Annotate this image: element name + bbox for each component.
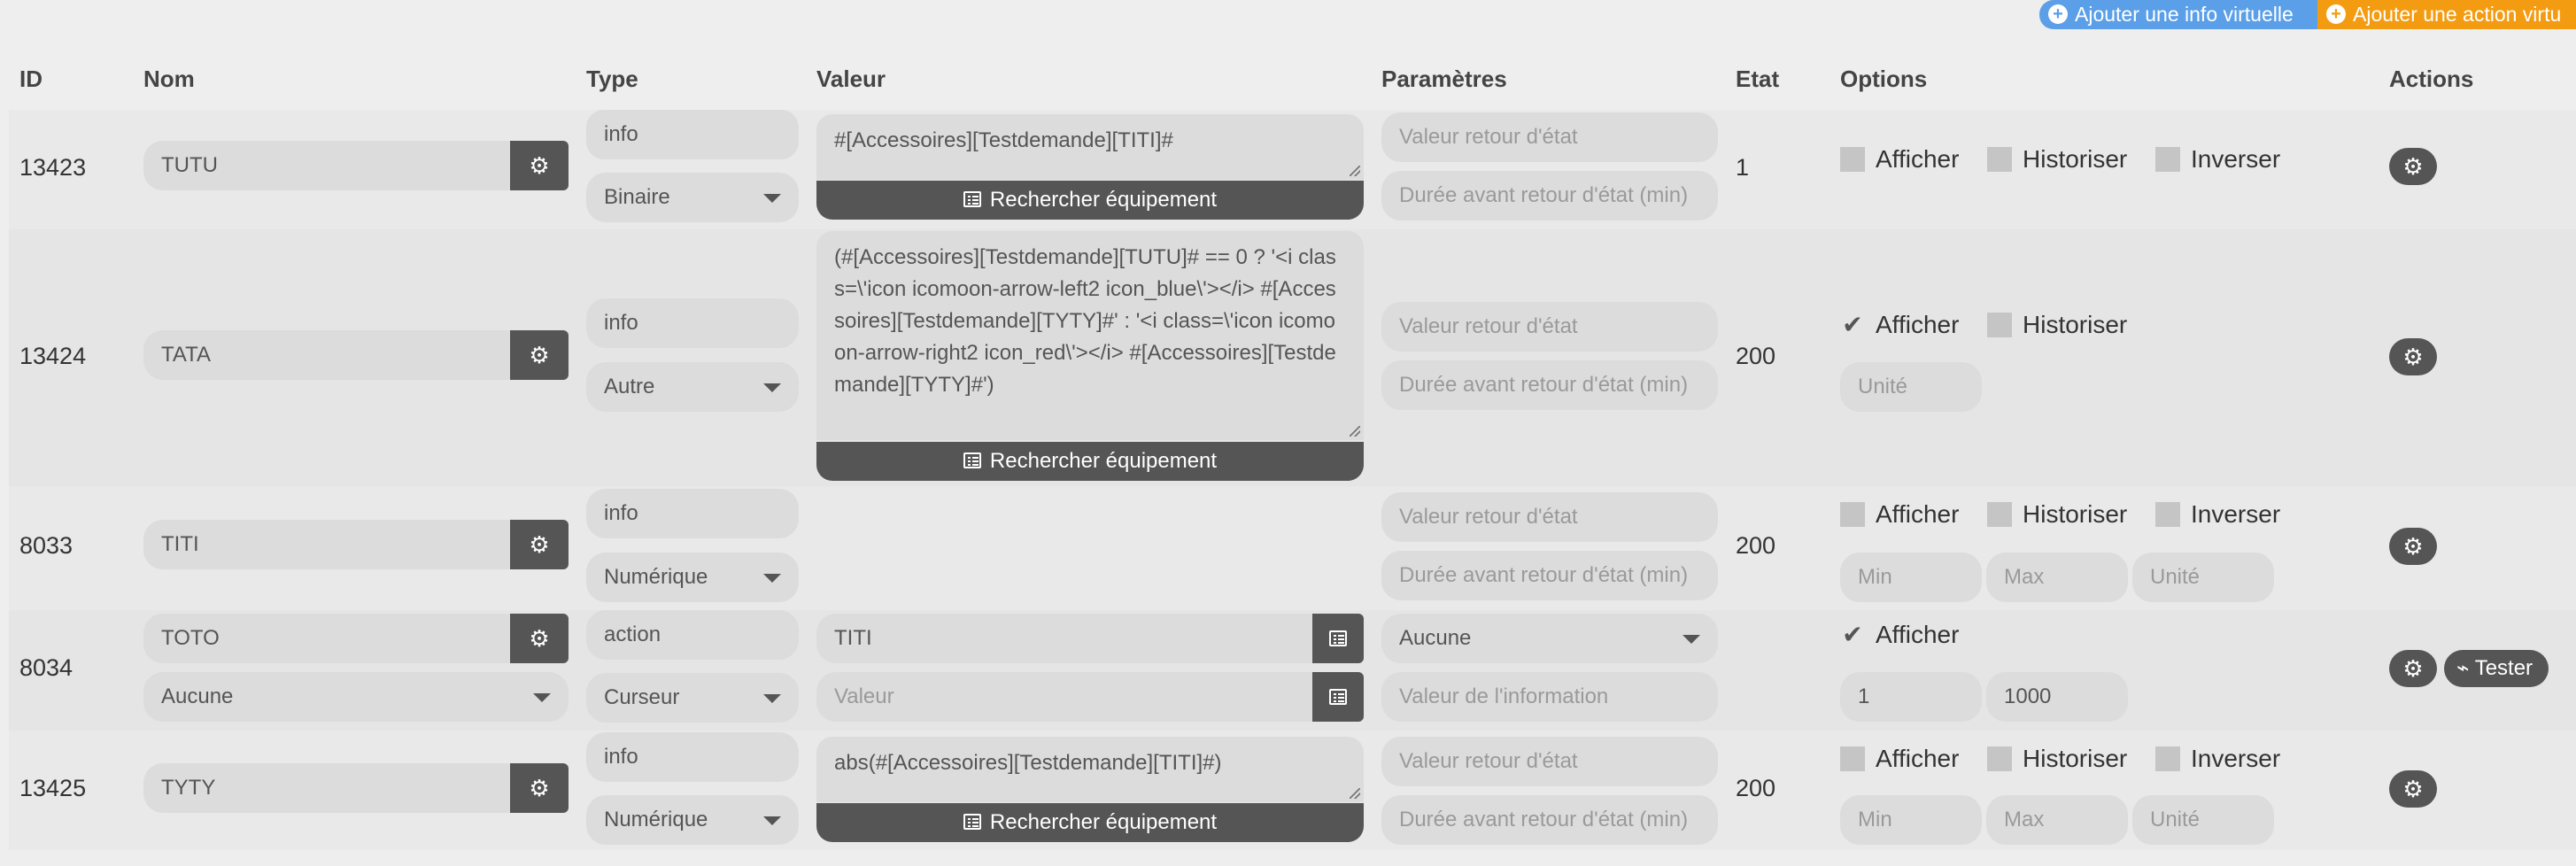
checkbox-unchecked-icon bbox=[1987, 502, 2012, 527]
column-header-options: Options bbox=[1840, 66, 1928, 92]
choose-icon-button[interactable] bbox=[510, 141, 569, 190]
name-input-group bbox=[143, 330, 569, 380]
list-icon bbox=[1329, 630, 1347, 646]
search-equipment-button[interactable] bbox=[816, 442, 1364, 481]
icon-picker-icon: ⚙ bbox=[529, 775, 550, 801]
subtype-select-value: Curseur bbox=[604, 685, 680, 709]
configure-button[interactable] bbox=[2389, 650, 2437, 687]
invert-label: Inverser bbox=[2191, 145, 2281, 173]
gears-icon: ⚙ bbox=[2402, 655, 2424, 682]
configure-button[interactable] bbox=[2389, 770, 2437, 808]
checkbox-unchecked-icon bbox=[1840, 147, 1865, 172]
max-input[interactable]: Max bbox=[1986, 795, 2128, 845]
show-checkbox[interactable] bbox=[1840, 745, 1959, 773]
column-header-id: ID bbox=[19, 66, 43, 92]
subtype-select-value: Numérique bbox=[604, 808, 708, 831]
state-return-input[interactable]: Valeur retour d'état bbox=[1381, 737, 1718, 786]
search-equipment-label: Rechercher équipement bbox=[989, 188, 1218, 212]
checkbox-unchecked-icon bbox=[2155, 746, 2180, 771]
historize-checkbox[interactable] bbox=[1987, 500, 2127, 529]
checkbox-unchecked-icon bbox=[1987, 746, 2012, 771]
state-value: 200 bbox=[1736, 775, 1776, 801]
column-header-state: Etat bbox=[1736, 66, 1780, 92]
table-row bbox=[9, 731, 2576, 850]
resize-grip-icon[interactable] bbox=[1350, 788, 1360, 799]
subtype-select-value: Autre bbox=[604, 375, 655, 398]
checkbox-unchecked-icon bbox=[1987, 147, 2012, 172]
type-field: action bbox=[586, 610, 799, 660]
unit-input[interactable]: Unité bbox=[2132, 553, 2274, 602]
checkbox-unchecked-icon bbox=[2155, 147, 2180, 172]
value-textarea[interactable] bbox=[816, 737, 1364, 802]
command-id: 8034 bbox=[19, 654, 73, 681]
gears-icon: ⚙ bbox=[2402, 533, 2424, 560]
value-link-select[interactable] bbox=[143, 672, 569, 722]
command-id: 8033 bbox=[19, 532, 73, 559]
name-input[interactable]: TITI bbox=[143, 520, 510, 569]
chevron-down-icon bbox=[1683, 635, 1700, 644]
name-input-group bbox=[143, 763, 569, 813]
table-row bbox=[9, 229, 2576, 486]
resize-grip-icon[interactable] bbox=[1350, 166, 1360, 176]
column-header-name: Nom bbox=[143, 66, 195, 92]
plus-circle-icon: + bbox=[2048, 4, 2068, 24]
info-value-input[interactable]: Valeur de l'information bbox=[1381, 672, 1718, 722]
min-input[interactable]: Min bbox=[1840, 553, 1982, 602]
value-text: #[Accessoires][Testdemande][TITI]# bbox=[834, 128, 1173, 152]
icon-picker-icon: ⚙ bbox=[529, 152, 550, 179]
state-value: 200 bbox=[1736, 532, 1776, 559]
choose-icon-button[interactable] bbox=[510, 520, 569, 569]
subtype-select[interactable] bbox=[586, 173, 799, 222]
test-button[interactable] bbox=[2444, 650, 2549, 687]
show-checkbox[interactable] bbox=[1840, 145, 1959, 174]
state-return-input[interactable]: Valeur retour d'état bbox=[1381, 302, 1718, 352]
plus-circle-icon: + bbox=[2326, 4, 2346, 24]
value-textarea[interactable] bbox=[816, 114, 1364, 180]
historize-label: Historiser bbox=[2023, 311, 2128, 338]
list-icon bbox=[963, 814, 981, 830]
checkbox-unchecked-icon bbox=[1840, 746, 1865, 771]
show-label: Afficher bbox=[1876, 621, 1960, 648]
table-row bbox=[9, 610, 2576, 731]
show-checkbox[interactable] bbox=[1840, 500, 1959, 529]
invert-checkbox[interactable] bbox=[2155, 500, 2280, 529]
subtype-select[interactable] bbox=[586, 362, 799, 412]
command-id: 13423 bbox=[19, 154, 87, 181]
historize-label: Historiser bbox=[2023, 500, 2128, 528]
resize-grip-icon[interactable] bbox=[1350, 426, 1360, 437]
test-label: Tester bbox=[2474, 656, 2533, 680]
subtype-select[interactable] bbox=[586, 673, 799, 723]
unit-input[interactable]: Unité bbox=[1840, 362, 1982, 412]
state-return-input[interactable]: Valeur retour d'état bbox=[1381, 112, 1718, 162]
column-header-type: Type bbox=[586, 66, 638, 92]
list-icon bbox=[963, 191, 981, 207]
configure-button[interactable] bbox=[2389, 528, 2437, 565]
value-text: (#[Accessoires][Testdemande][TUTU]# == 0 ? '<i class=\'icon icomoon-arrow-left2 icon_blue\'></i> #[Accessoires][Testdemande][TYTY]#' : '<i class=\'icon icomoon-arrow-right2 icon_red\'></i> #[Accessoires][Testdemande][TYTY]#') bbox=[834, 245, 1336, 397]
pick-info-button[interactable] bbox=[1312, 614, 1364, 663]
command-id: 13425 bbox=[19, 775, 87, 801]
name-input[interactable]: TATA bbox=[143, 330, 510, 380]
show-checkbox[interactable] bbox=[1840, 621, 1959, 649]
invert-checkbox[interactable] bbox=[2155, 745, 2280, 773]
state-duration-input[interactable]: Durée avant retour d'état (min) bbox=[1381, 551, 1718, 600]
value-link-select-value: Aucune bbox=[161, 684, 234, 708]
state-return-input[interactable]: Valeur retour d'état bbox=[1381, 492, 1718, 542]
min-input[interactable]: 1 bbox=[1840, 672, 1982, 722]
pick-value-button[interactable] bbox=[1312, 672, 1364, 722]
chevron-down-icon bbox=[763, 574, 781, 583]
state-duration-input[interactable]: Durée avant retour d'état (min) bbox=[1381, 171, 1718, 220]
name-input[interactable]: TOTO bbox=[143, 614, 510, 663]
add-virtual-action-label: Ajouter une action virtu bbox=[2353, 3, 2562, 26]
historize-label: Historiser bbox=[2023, 745, 2128, 772]
invert-label: Inverser bbox=[2191, 745, 2281, 772]
type-field: info bbox=[586, 732, 799, 782]
checkbox-unchecked-icon bbox=[1987, 313, 2012, 337]
configure-button[interactable] bbox=[2389, 148, 2437, 185]
unit-input[interactable]: Unité bbox=[2132, 795, 2274, 845]
gears-icon: ⚙ bbox=[2402, 776, 2424, 802]
choose-icon-button[interactable] bbox=[510, 330, 569, 380]
state-value: 1 bbox=[1736, 154, 1750, 181]
chevron-down-icon bbox=[763, 816, 781, 825]
subtype-select[interactable] bbox=[586, 553, 799, 602]
subtype-select-value: Binaire bbox=[604, 185, 670, 209]
choose-icon-button[interactable] bbox=[510, 614, 569, 663]
name-input-group bbox=[143, 614, 569, 663]
search-equipment-label: Rechercher équipement bbox=[989, 810, 1218, 834]
max-input[interactable]: 1000 bbox=[1986, 672, 2128, 722]
command-id: 13424 bbox=[19, 343, 87, 369]
value-input[interactable]: Valeur bbox=[816, 672, 1312, 722]
icon-picker-icon: ⚙ bbox=[529, 625, 550, 652]
state-duration-input[interactable]: Durée avant retour d'état (min) bbox=[1381, 795, 1718, 845]
search-equipment-button[interactable] bbox=[816, 181, 1364, 220]
historize-checkbox[interactable] bbox=[1987, 745, 2127, 773]
icon-picker-icon: ⚙ bbox=[529, 342, 550, 368]
name-input[interactable]: TYTY bbox=[143, 763, 510, 813]
table-row bbox=[9, 110, 2576, 229]
historize-checkbox[interactable] bbox=[1987, 145, 2127, 174]
type-field: info bbox=[586, 298, 799, 348]
type-field: info bbox=[586, 110, 799, 159]
column-header-actions: Actions bbox=[2389, 66, 2474, 92]
chevron-down-icon bbox=[533, 693, 551, 702]
name-input-group bbox=[143, 141, 569, 190]
table-row bbox=[9, 486, 2576, 610]
state-value: 200 bbox=[1736, 343, 1776, 369]
add-virtual-info-button[interactable] bbox=[2039, 0, 2317, 29]
checkmark-icon: ✔ bbox=[1842, 310, 1863, 338]
subtype-select-value: Numérique bbox=[604, 565, 708, 589]
show-label: Afficher bbox=[1876, 500, 1960, 528]
type-field: info bbox=[586, 489, 799, 538]
show-label: Afficher bbox=[1876, 145, 1960, 173]
choose-icon-button[interactable] bbox=[510, 763, 569, 813]
linked-info-input[interactable]: TITI bbox=[816, 614, 1312, 663]
checkbox-unchecked-icon bbox=[2155, 502, 2180, 527]
list-icon bbox=[1329, 689, 1347, 705]
chevron-down-icon bbox=[763, 383, 781, 392]
invert-label: Inverser bbox=[2191, 500, 2281, 528]
gears-icon: ⚙ bbox=[2402, 344, 2424, 370]
column-header-value: Valeur bbox=[816, 66, 886, 92]
configure-button[interactable] bbox=[2389, 338, 2437, 375]
checkmark-icon: ✔ bbox=[1842, 620, 1863, 648]
add-virtual-info-label: Ajouter une info virtuelle bbox=[2075, 3, 2294, 26]
chevron-down-icon bbox=[763, 194, 781, 203]
chevron-down-icon bbox=[763, 694, 781, 703]
add-virtual-action-button[interactable] bbox=[2317, 0, 2576, 29]
historize-checkbox[interactable] bbox=[1987, 311, 2127, 339]
subtype-select[interactable] bbox=[586, 795, 799, 845]
param-select[interactable] bbox=[1381, 614, 1718, 663]
icon-picker-icon: ⚙ bbox=[529, 531, 550, 558]
list-icon bbox=[963, 452, 981, 468]
show-checkbox[interactable] bbox=[1840, 311, 1959, 339]
show-label: Afficher bbox=[1876, 311, 1960, 338]
search-equipment-label: Rechercher équipement bbox=[989, 449, 1218, 473]
value-text: abs(#[Accessoires][Testdemande][TITI]#) bbox=[834, 751, 1222, 775]
min-input[interactable]: Min bbox=[1840, 795, 1982, 845]
historize-label: Historiser bbox=[2023, 145, 2128, 173]
search-equipment-button[interactable] bbox=[816, 803, 1364, 842]
name-input-group bbox=[143, 520, 569, 569]
max-input[interactable]: Max bbox=[1986, 553, 2128, 602]
column-header-params: Paramètres bbox=[1381, 66, 1507, 92]
checkbox-unchecked-icon bbox=[1840, 502, 1865, 527]
gears-icon: ⚙ bbox=[2402, 153, 2424, 180]
state-duration-input[interactable]: Durée avant retour d'état (min) bbox=[1381, 360, 1718, 410]
value-textarea[interactable] bbox=[816, 231, 1364, 440]
name-input[interactable]: TUTU bbox=[143, 141, 510, 190]
param-select-value: Aucune bbox=[1399, 626, 1472, 650]
invert-checkbox[interactable] bbox=[2155, 145, 2280, 174]
rss-icon: ⌁ bbox=[2456, 656, 2475, 680]
show-label: Afficher bbox=[1876, 745, 1960, 772]
